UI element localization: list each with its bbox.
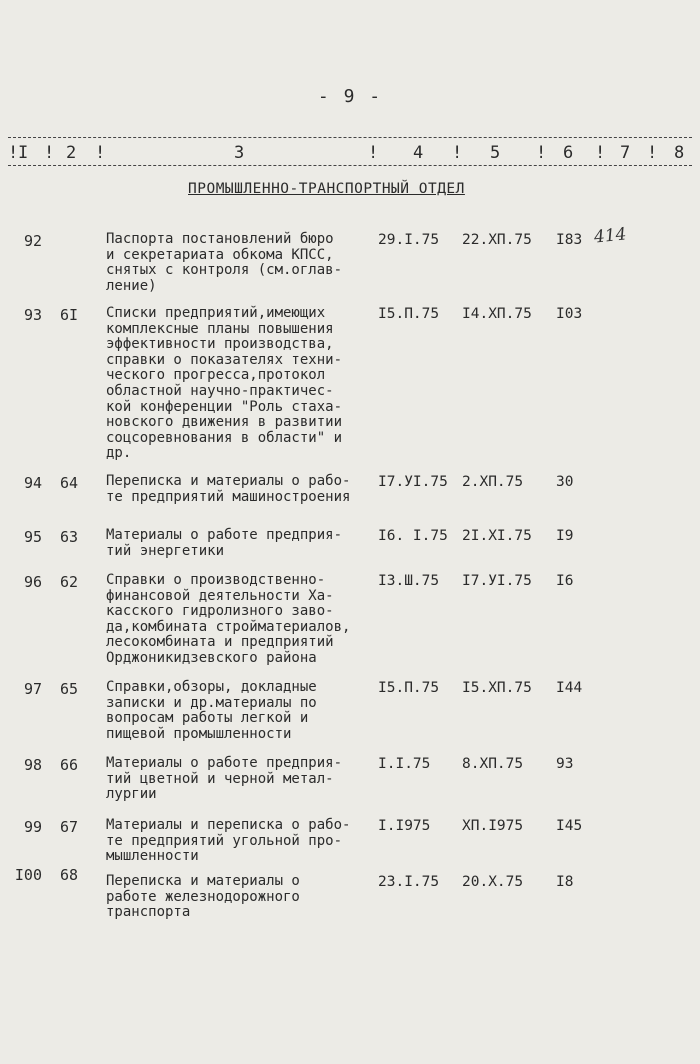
start-date: I.I.75 — [378, 756, 431, 772]
old-number: 66 — [60, 756, 79, 774]
row-number: 94 — [23, 474, 42, 492]
old-number: 65 — [60, 680, 79, 698]
old-number: 68 — [60, 866, 79, 884]
sheet-count: I8 — [556, 874, 574, 890]
start-date: 29.I.75 — [378, 232, 440, 248]
file-title: Справки,обзоры, докладные записки и др.материалы по вопросам работы легкой и пищевой промышленности — [106, 679, 317, 742]
start-date: I5.П.75 — [378, 680, 440, 696]
row-number: 98 — [23, 756, 42, 774]
column-header-4: 4 — [413, 143, 424, 163]
end-date: 2I.XI.75 — [462, 528, 532, 544]
end-date: 8.XП.75 — [462, 756, 524, 772]
old-number: 64 — [60, 474, 79, 492]
row-number: 99 — [23, 818, 42, 836]
column-header-3: 3 — [234, 143, 245, 163]
file-title: Материалы о работе предприя- тий цветной и черной метал- лургии — [106, 755, 343, 803]
file-title: Материалы о работе предприя- тий энергетики — [106, 527, 343, 559]
handwritten-sheet-note: 414 — [593, 224, 628, 248]
end-date: 2.XП.75 — [462, 474, 524, 490]
start-date: I5.П.75 — [378, 306, 440, 322]
row-number: 96 — [23, 573, 42, 591]
column-header-5: 5 — [490, 143, 501, 163]
sheet-count: I44 — [556, 680, 583, 696]
end-date: XП.I975 — [462, 818, 524, 834]
column-header-1: I — [18, 143, 29, 163]
file-title: Справки о производственно- финансовой деятельности Ха- касского гидролизного заво- да,комбината стройматериалов, лесокомбината и предприятий Орджоникидзевского района — [106, 572, 351, 666]
start-date: 23.I.75 — [378, 874, 440, 890]
row-number: 97 — [23, 680, 42, 698]
column-header-2: 2 — [66, 143, 77, 163]
start-date: I6. I.75 — [378, 528, 448, 544]
sheet-count: I6 — [556, 573, 574, 589]
end-date: I4.XП.75 — [462, 306, 532, 322]
sheet-count: 93 — [556, 756, 574, 772]
sheet-count: I83 — [556, 232, 583, 248]
header-bottom-rule — [8, 165, 692, 166]
sheet-count: I03 — [556, 306, 583, 322]
file-title: Материалы и переписка о рабо- те предприятий угольной про- мышленности — [106, 817, 351, 865]
end-date: I5.XП.75 — [462, 680, 532, 696]
column-separator: ! — [95, 143, 106, 163]
column-header-6: 6 — [563, 143, 574, 163]
file-title: Списки предприятий,имеющих комплексные планы повышения эффективности производства, справки о показателях техни- ческого прогресса,протокол областной научно-практичес- кой конференции "Роль стаха- новского движения в развитии соцсоревнования в области" и др. — [106, 305, 343, 462]
column-separator: ! — [368, 143, 379, 163]
start-date: I.I975 — [378, 818, 431, 834]
old-number: 62 — [60, 573, 79, 591]
file-title: Переписка и материалы о рабо- те предприятий машиностроения — [106, 473, 351, 505]
end-date: 22.XП.75 — [462, 232, 532, 248]
start-date: I3.Ш.75 — [378, 573, 440, 589]
column-header-8: 8 — [674, 143, 685, 163]
old-number: 63 — [60, 528, 79, 546]
row-number: I00 — [14, 866, 42, 884]
old-number: 67 — [60, 818, 79, 836]
file-title: Паспорта постановлений бюро и секретариата обкома КПСС, снятых с контроля (см.оглав- ление) — [106, 231, 343, 294]
column-separator: ! — [595, 143, 606, 163]
old-number: 6I — [60, 306, 79, 324]
column-separator: ! — [452, 143, 463, 163]
column-separator: ! — [8, 143, 19, 163]
section-title: ПРОМЫШЛЕННО-ТРАНСПОРТНЫЙ ОТДЕЛ — [188, 181, 465, 197]
row-number: 95 — [23, 528, 42, 546]
column-header-7: 7 — [620, 143, 631, 163]
row-number: 93 — [23, 306, 42, 324]
sheet-count: I45 — [556, 818, 583, 834]
end-date: I7.УI.75 — [462, 573, 532, 589]
end-date: 20.X.75 — [462, 874, 524, 890]
sheet-count: 30 — [556, 474, 574, 490]
column-separator: ! — [44, 143, 55, 163]
row-number: 92 — [23, 232, 42, 250]
sheet-count: I9 — [556, 528, 574, 544]
header-top-rule — [8, 137, 692, 138]
column-separator: ! — [647, 143, 658, 163]
page-number: - 9 - — [317, 86, 383, 107]
file-title: Переписка и материалы о работе железнодорожного транспорта — [106, 873, 300, 921]
column-separator: ! — [536, 143, 547, 163]
start-date: I7.УI.75 — [378, 474, 448, 490]
